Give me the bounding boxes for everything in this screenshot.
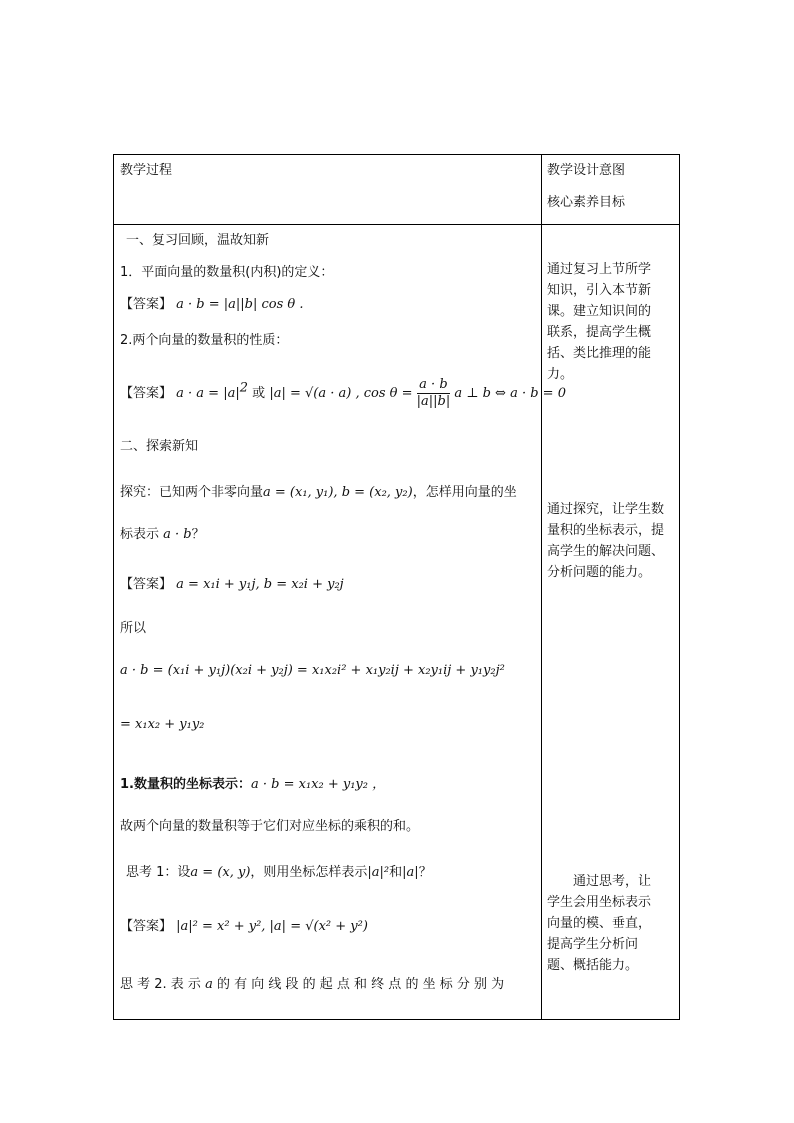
formula-vectors: a = (x₁, y₁), b = (x₂, y₂) — [263, 485, 413, 500]
formula-perpendicular: a ⊥ b ⇔ a · b = 0 — [454, 386, 566, 401]
answer-magnitude — [120, 915, 368, 934]
conclusion-text: 故两个向量的数量积等于它们对应坐标的乘积的和。 — [120, 819, 420, 834]
intent-think: 通过思考，让 学生会用坐标表示 向量的模、垂直， 提高学生分析问 题、概括能力。 — [547, 874, 652, 973]
formula-decomposition: a = x₁i + y₁j, b = x₂i + y₂j — [176, 577, 344, 592]
section-explore: 二、探索新知 — [120, 439, 199, 454]
think-2: 思 考 2. 表 示 a 的 有 向 线 段 的 起 点 和 终 点 的 坐 标 分 别 为 — [120, 977, 505, 992]
section-review: 一、复习回顾，温故知新 — [126, 233, 270, 248]
text-therefore: 所以 — [120, 621, 147, 636]
intent-review: 通过复习上节所学 知识，引入本节新 课。建立知识间的 联系，提高学生概 括、类比推理的能 力。 — [547, 262, 652, 382]
formula-self-dot: a · a = |a| — [176, 386, 240, 401]
answer-definition — [120, 293, 304, 312]
cos-fraction: $\frac{a \cdot b}{|a||b|}$ — [416, 377, 451, 409]
definition-coordinate — [120, 773, 385, 792]
lesson-table — [113, 154, 680, 1020]
explore-question-line2: 标表示 a · b？ — [120, 527, 205, 542]
formula-dot-product: a · b = |a||b| cos θ . — [176, 297, 304, 312]
question-definition: 1．平面向量的数量积(内积)的定义： — [120, 265, 334, 280]
definition-title: 1.数量积的坐标表示： — [120, 777, 251, 792]
answer-label: 【答案】 — [120, 386, 173, 401]
answer-label: 【答案】 — [120, 297, 173, 312]
word-or: 或 — [252, 386, 266, 401]
header-divider — [114, 224, 679, 225]
header-design-intent: 教学设计意图 — [547, 163, 626, 178]
column-divider — [541, 155, 542, 1019]
answer-properties: 【答案】 $a \cdot a = |a|^2$ 或 |a| = √(a · a) , cos θ = $\frac{a \cdot b}{|a||b|}$ a ⊥ b ⇔ a · b = 0 — [120, 377, 566, 409]
formula-magnitude: |a| = √(a · a) — [269, 386, 352, 401]
definition-formula: a · b = x₁x₂ + y₁y₂ ， — [250, 777, 386, 792]
explore-question-line1: 探究：已知两个非零向量a = (x₁, y₁), b = (x₂, y₂)，怎样用向量的坐 — [120, 485, 517, 500]
formula-result: = x₁x₂ + y₁y₂ — [120, 717, 205, 732]
header-core-literacy: 核心素养目标 — [547, 195, 626, 210]
formula-cos: , cos θ = — [355, 386, 413, 401]
question-properties: 2.两个向量的数量积的性质： — [120, 333, 289, 348]
answer-label: 【答案】 — [120, 577, 173, 592]
answer-decomposition — [120, 573, 344, 592]
formula-expansion: a · b = (x₁i + y₁j)(x₂i + y₂j) = x₁x₂i² + x₁y₂ij + x₂y₁ij + y₁y₂j² — [120, 663, 505, 678]
intent-explore: 通过探究，让学生数 量积的坐标表示，提 高学生的解决问题、 分析问题的能力。 — [547, 502, 665, 580]
think-1: 思考 1：设a = (x, y)，则用坐标怎样表示|a|²和|a|？ — [126, 865, 432, 880]
header-teaching-process: 教学过程 — [120, 163, 173, 178]
formula-magnitude-coords: |a|² = x² + y², |a| = √(x² + y²) — [176, 919, 368, 934]
answer-label: 【答案】 — [120, 919, 173, 934]
